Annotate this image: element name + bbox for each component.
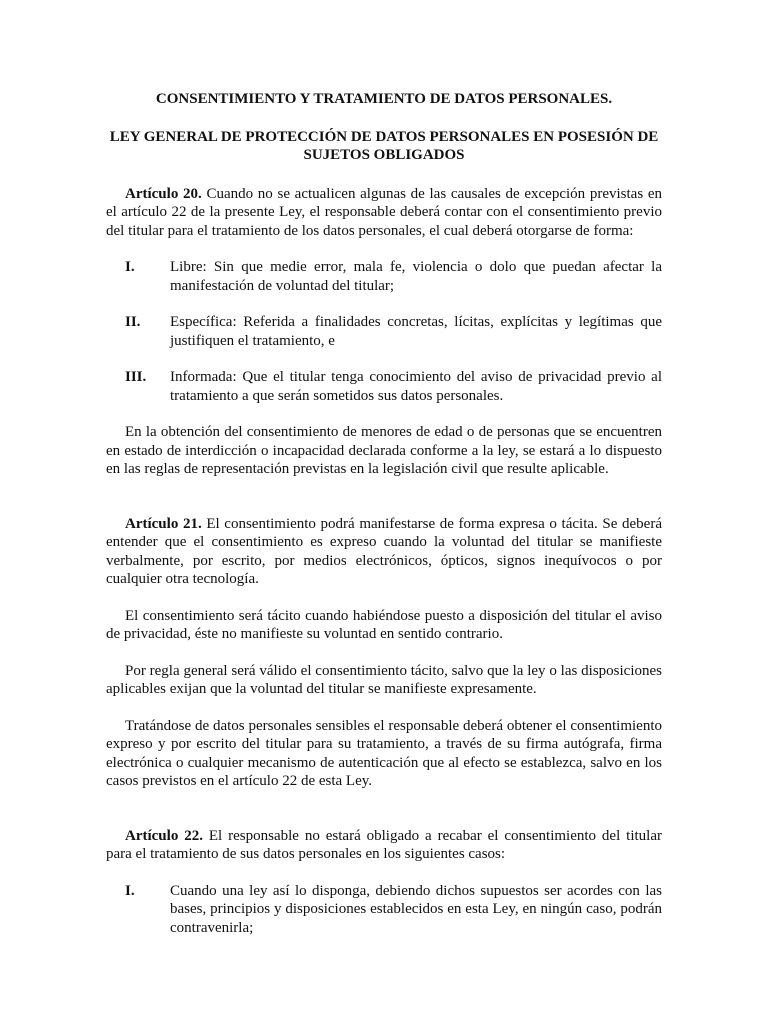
list-numeral: I. [125, 882, 135, 899]
list-item [106, 882, 662, 938]
list-item-text: Informada: Que el titular tenga conocimiento del aviso de privacidad previo al tratamiento a que serán sometidos sus datos personales. [170, 369, 662, 404]
article-21 [106, 515, 662, 791]
article-22-list [106, 882, 662, 938]
article-20-closing: En la obtención del consentimiento de menores de edad o de personas que se encuentren en estado de interdicción o incapacidad declarada conforme a la ley, se estará a lo dispuesto en las reglas de representación previstas en la legislación civil que resulte aplicable. [106, 424, 662, 477]
article-22-intro [106, 827, 662, 864]
list-numeral: I. [125, 259, 135, 275]
list-item [106, 258, 662, 295]
article-20 [106, 185, 662, 479]
article-21-paragraph-2: El consentimiento será tácito cuando habiéndose puesto a disposición del titular el aviso de privacidad, éste no manifieste su voluntad en sentido contrario. [106, 607, 662, 642]
article-20-label: Artículo 20. [125, 185, 202, 202]
article-22-label: Artículo 22. [125, 827, 203, 844]
article-21-intro [106, 515, 662, 589]
article-21-paragraph-3: Por regla general será válido el consentimiento tácito, salvo que la ley o las disposiciones aplicables exijan que la voluntad del titular se manifieste expresamente. [106, 662, 662, 697]
article-21-intro-text: El consentimiento podrá manifestarse de forma expresa o tácita. Se deberá entender que el consentimiento es expreso cuando la voluntad del titular se manifieste verbalmente, por escrito, por medios electrónicos, ópticos, signos inequívocos o por cualquier otra tecnología. [106, 515, 662, 587]
list-item-text: Libre: Sin que medie error, mala fe, violencia o dolo que puedan afectar la manifestación de voluntad del titular; [170, 259, 662, 294]
article-20-intro-text: Cuando no se actualicen algunas de las causales de excepción previstas en el artículo 22 de la presente Ley, el responsable deberá contar con el consentimiento previo del titular para el tratamiento de los datos personales, el cual deberá otorgarse de forma: [106, 185, 662, 239]
list-item-text: Específica: Referida a finalidades concretas, lícitas, explícitas y legítimas que justifiquen el tratamiento, e [170, 314, 662, 349]
list-item [106, 313, 662, 350]
article-22 [106, 827, 662, 938]
document-title: CONSENTIMIENTO Y TRATAMIENTO DE DATOS PERSONALES. [155, 91, 613, 107]
list-item [106, 368, 662, 405]
list-numeral: II. [125, 314, 141, 330]
article-21-label: Artículo 21. [125, 515, 202, 532]
article-22-intro-text: El responsable no estará obligado a recabar el consentimiento del titular para el tratamiento de sus datos personales en los siguientes casos: [106, 827, 662, 862]
article-21-paragraph-4: Tratándose de datos personales sensibles el responsable deberá obtener el consentimiento expreso y por escrito del titular para su tratamiento, a través de su firma autógrafa, firma electrónica o cualquier mecanismo de autenticación que al efecto se establezca, salvo en los casos previstos en el artículo 22 de esta Ley. [106, 717, 662, 789]
article-20-intro [106, 185, 662, 241]
list-item-text: Cuando una ley así lo disponga, debiendo dichos supuestos ser acordes con las bases, principios y disposiciones establecidos en esta Ley, en ningún caso, podrán contravenirla; [170, 882, 662, 936]
article-20-list [106, 258, 662, 405]
list-numeral: III. [125, 369, 147, 385]
document-page [106, 90, 662, 955]
law-title: LEY GENERAL DE PROTECCIÓN DE DATOS PERSONALES EN POSESIÓN DE SUJETOS OBLIGADOS [109, 128, 659, 163]
